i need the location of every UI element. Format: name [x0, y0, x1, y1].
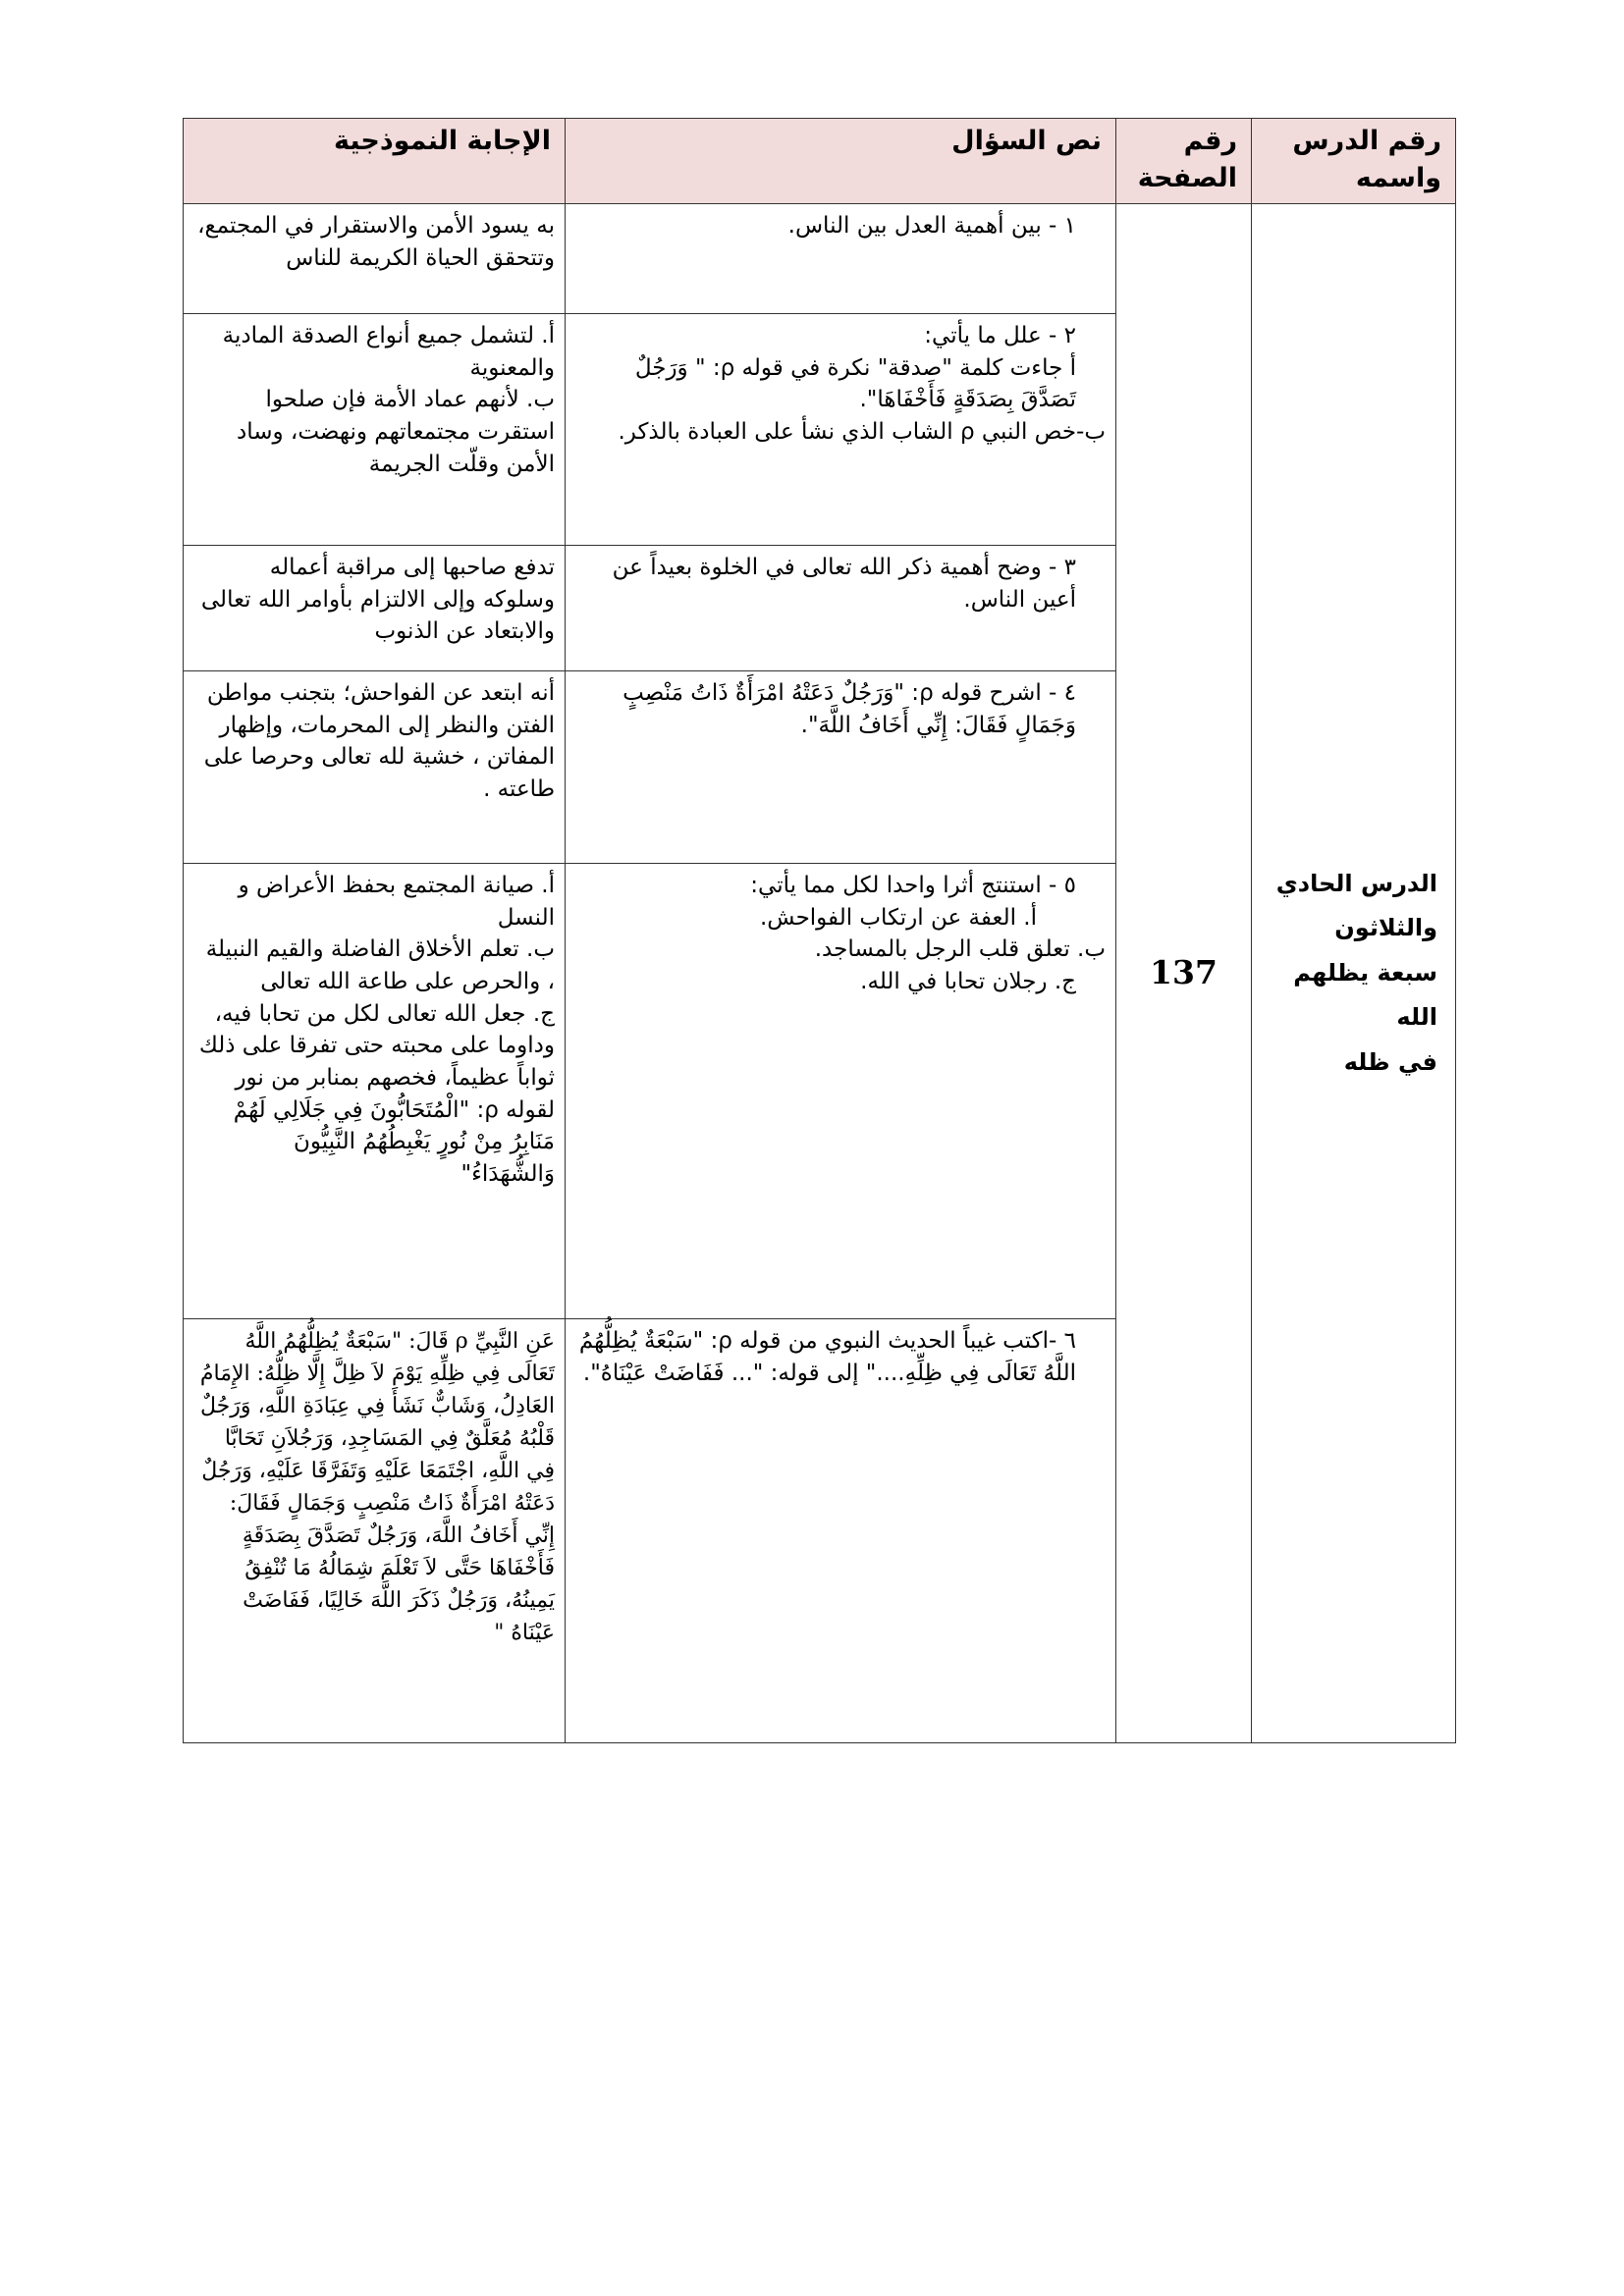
page-number: 137	[1116, 204, 1252, 1743]
question-text: ب. تعلق قلب الرجل بالمساجد.	[814, 936, 1106, 963]
question-cell	[566, 1319, 1116, 1743]
header-answer: الإجابة النموذجية	[184, 119, 566, 204]
question-text: ٤ - اشرح قوله ρ: "وَرَجُلٌ دَعَتْهُ امْرَأَةٌ ذَاتُ مَنْصِبٍ وَجَمَالٍ فَقَالَ: إِنِّي أَخَافُ اللَّهَ".	[623, 680, 1076, 738]
question-cell	[566, 314, 1116, 546]
question-text: أ جاءت كلمة "صدقة" نكرة في قوله ρ: " وَرَجُلٌ تَصَدَّقَ بِصَدَقَةٍ فَأَخْفَاهَا".	[634, 354, 1076, 413]
answer-text: ب. تعلم الأخلاق الفاضلة والقيم النبيلة ، والحرص على طاعة الله تعالى	[205, 936, 555, 994]
header-page: رقم الصفحة	[1116, 119, 1252, 204]
answer-cell	[184, 864, 566, 1319]
question-cell	[566, 546, 1116, 671]
answer-cell	[184, 314, 566, 546]
question-text: ٢ - علل ما يأتي:	[924, 323, 1076, 348]
answer-cell	[184, 204, 566, 314]
question-text: ٣ - وضح أهمية ذكر الله تعالى في الخلوة بعيداً عن أعين الناس.	[612, 555, 1076, 613]
answer-text: أ. صيانة المجتمع بحفظ الأعراض و النسل	[238, 873, 555, 931]
answer-cell	[184, 546, 566, 671]
question-text: ١ - بين أهمية العدل بين الناس.	[787, 213, 1076, 239]
hadith-text: عَنِ النَّبِيِّ ρ قَالَ: "سَبْعَةٌ يُظِلُّهُمُ اللَّهُ تَعَالَى فِي ظِلِّهِ يَوْمَ لاَ ظِلَّ إِلَّا ظِلُّهُ: الإِمَامُ العَادِلُ، وَشَابٌّ نَشَأَ فِي عِبَادَةِ اللَّهِ، وَرَجُلٌ قَلْبُهُ مُعَلَّقٌ فِي المَسَاجِدِ، وَرَجُلاَنِ تَحَابَّا فِي اللَّهِ، اجْتَمَعَا عَلَيْهِ وَتَفَرَّقَا عَلَيْهِ، وَرَجُلٌ دَعَتْهُ امْرَأَةٌ ذَاتُ مَنْصِبٍ وَجَمَالٍ فَقَالَ: إِنِّي أَخَافُ اللَّهَ، وَرَجُلٌ تَصَدَّقَ بِصَدَقَةٍ فَأَخْفَاهَا حَتَّى لاَ تَعْلَمَ شِمَالُهُ مَا تُنْفِقُ يَمِينُهُ، وَرَجُلٌ ذَكَرَ اللَّهَ خَالِيًا، فَفَاضَتْ عَيْنَاهُ "	[199, 1329, 555, 1645]
answer-text: تدفع صاحبها إلى مراقبة أعماله وسلوكه وإلى الالتزام بأوامر الله تعالى والابتعاد عن الذنوب	[200, 555, 555, 645]
question-cell	[566, 671, 1116, 864]
lesson-title-line: سبعة يظلهم الله	[1293, 958, 1437, 1032]
answer-cell	[184, 1319, 566, 1743]
question-text: أ. العفة عن ارتكاب الفواحش.	[759, 904, 1037, 931]
header-row	[184, 119, 1456, 204]
answer-text: أنه ابتعد عن الفواحش؛ بتجنب مواطن الفتن والنظر إلى المحرمات، وإظهار المفاتن ، خشية لله تعالى وحرصا على طاعته .	[203, 680, 555, 802]
question-text: ٥ - استنتج أثرا واحدا لكل مما يأتي:	[750, 873, 1076, 898]
answer-text: ج. جعل الله تعالى لكل من تحابا فيه، وداوما على محبته حتى تفرقا على ذلك ثواباً عظيماً، فخصهم بمنابر من نور لقوله ρ: "الْمُتَحَابُّونَ فِي جَلَالِي لَهُمْ مَنَابِرُ مِنْ نُورٍ يَغْبِطُهُمُ النَّبِيُّونَ وَالشُّهَدَاءُ"	[198, 1000, 555, 1187]
answer-cell	[184, 671, 566, 864]
answer-text: أ. لتشمل جميع أنواع الصدقة المادية والمعنوية	[222, 323, 555, 381]
question-cell	[566, 864, 1116, 1319]
answer-text: به يسود الأمن والاستقرار في المجتمع، وتتحقق الحياة الكريمة للناس	[197, 213, 555, 271]
question-text: ج. رجلان تحابا في الله.	[860, 968, 1076, 994]
lesson-title-line: الدرس الحادي	[1275, 869, 1437, 897]
header-lesson: رقم الدرس واسمه	[1252, 119, 1456, 204]
question-text: ب-خص النبي ρ الشاب الذي نشأ على العبادة بالذكر.	[618, 418, 1106, 445]
lesson-title-line: في ظله	[1343, 1047, 1437, 1076]
table-row	[184, 204, 1456, 314]
question-text: ٦ -اكتب غيباً الحديث النبوي من قوله ρ: "سَبْعَةٌ يُظِلُّهُمُ اللَّهُ تَعَالَى فِي ظِلِّهِ...." إلى قوله: "... فَفَاضَتْ عَيْنَاهُ".	[578, 1328, 1076, 1386]
lesson-cell	[1252, 204, 1456, 1743]
question-cell	[566, 204, 1116, 314]
lesson-answers-table	[183, 118, 1456, 1743]
lesson-title-line: والثلاثون	[1334, 914, 1437, 942]
header-question: نص السؤال	[566, 119, 1116, 204]
answer-text: ب. لأنهم عماد الأمة فإن صلحوا استقرت مجتمعاتهم ونهضت، وساد الأمن وقلّت الجريمة	[236, 387, 555, 477]
